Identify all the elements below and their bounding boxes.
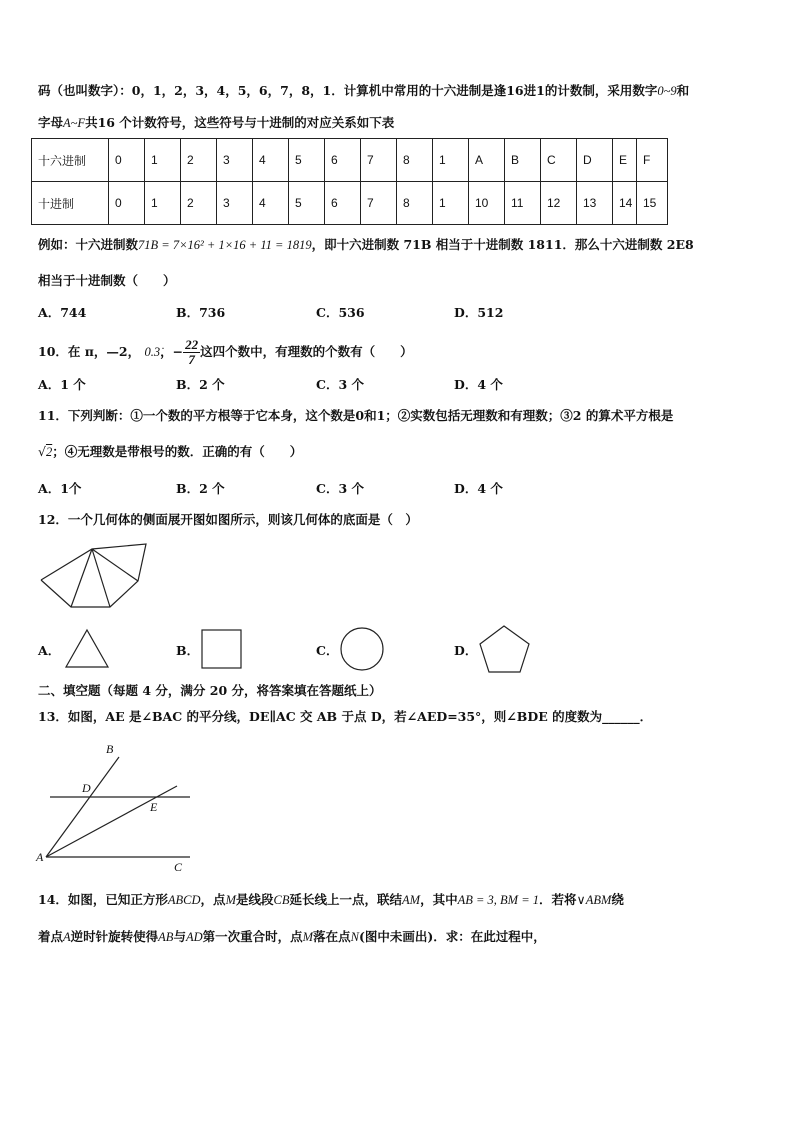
table-cell: 5 (289, 182, 325, 225)
q10-repeating-decimal: 0.3̇ (144, 345, 161, 359)
table-cell: 2 (181, 182, 217, 225)
table-cell: 1 (433, 182, 469, 225)
q14-text: 与 (173, 929, 186, 944)
q10-option-a[interactable]: A．1 个 (38, 377, 86, 392)
intro-text-1-end: 和 (676, 83, 690, 98)
q10-prefix: 10．在 π，—2， (38, 344, 141, 359)
q9-option-d[interactable]: D．512 (454, 305, 504, 320)
q10-frac-den: 7 (188, 352, 195, 367)
q14-text: ，点 (200, 892, 226, 907)
q12-option-c[interactable]: C． (316, 643, 339, 658)
q10-option-b[interactable]: B．2 个 (176, 377, 225, 392)
intro-text-1: 码（也叫数字）：0，1，2，3，4，5，6，7，8，1．计算机中常用的十六进制是逢16进1的计数制，采用数字 (38, 83, 658, 98)
table-cell: 11 (505, 182, 541, 225)
q14-text: ．若将 (539, 892, 577, 907)
table-header-hex: 十六进制 (32, 139, 109, 182)
q11-sqrt-value: 2 (45, 445, 53, 459)
q14-text: 是线段 (235, 892, 274, 907)
q14-math: ∨ABM (576, 893, 612, 907)
q11-option-b[interactable]: B．2 个 (176, 481, 225, 496)
table-cell: D (577, 139, 613, 182)
q11-option-a[interactable]: A．1个 (38, 481, 82, 496)
q10-frac-num: 22 (185, 337, 199, 352)
q11-line-1: 11．下列判断：①一个数的平方根等于它本身，这个数是0和1；②实数包括无理数和有理数；③2 的算术平方根是 (38, 408, 674, 423)
q14-math: AD (185, 930, 203, 944)
q14-text: 14．如图，已知正方形 (38, 892, 168, 907)
q14-text: (图中未画出)．求：在此过程中， (358, 929, 546, 944)
q14-text: 着点 (38, 929, 64, 944)
q14-text: ，其中 (420, 892, 458, 907)
intro-text-2a: 字母 (38, 115, 64, 130)
example-line-2: 相当于十进制数（ ） (38, 273, 176, 288)
q11-line-2-text: ；④无理数是带根号的数．正确的有（ ） (52, 444, 303, 459)
q11-option-d[interactable]: D．4 个 (454, 481, 503, 496)
q14-math: AB (158, 930, 174, 944)
table-cell: 5 (289, 139, 325, 182)
table-cell: A (469, 139, 505, 182)
q10-option-c[interactable]: C．3 个 (316, 377, 364, 392)
table-cell: 0 (109, 139, 145, 182)
q14-text: 落在点 (313, 929, 351, 944)
table-cell: 1 (145, 139, 181, 182)
table-cell: 10 (469, 182, 505, 225)
label-e: E (150, 800, 158, 814)
q14-text: 第一次重合时，点 (202, 929, 303, 944)
table-cell: 13 (577, 182, 613, 225)
q12-option-a[interactable]: A． (38, 643, 61, 658)
example-suffix: ，即十六进制数 71B 相当于十进制数 1811．那么十六进制数 2E8 (311, 237, 694, 252)
q12-stem: 12．一个几何体的侧面展开图如图所示，则该几何体的底面是（ ） (38, 512, 418, 527)
table-cell: 4 (253, 139, 289, 182)
label-d: D (82, 781, 91, 795)
q10-option-d[interactable]: D．4 个 (454, 377, 503, 392)
q14-math: M (225, 893, 236, 907)
table-cell: 3 (217, 182, 253, 225)
table-cell: F (637, 139, 668, 182)
table-cell: E (613, 139, 637, 182)
q9-option-c[interactable]: C．536 (316, 305, 365, 320)
label-c: C (174, 860, 183, 874)
q12-option-b[interactable]: B． (176, 643, 200, 658)
q9-option-b[interactable]: B．736 (176, 305, 226, 320)
table-cell: 7 (361, 182, 397, 225)
intro-math-2: A~F (63, 116, 86, 130)
q14-math: N (350, 930, 359, 944)
example-prefix: 例如：十六进制数 (38, 237, 139, 252)
q14-text: 绕 (611, 892, 624, 907)
q13-stem: 13．如图，AE 是∠BAC 的平分线，DE∥AC 交 AB 于点 D，若∠AED=35°，则∠BDE 的度数为______． (38, 709, 653, 724)
table-cell: 1 (145, 182, 181, 225)
table-cell: 12 (541, 182, 577, 225)
q14-math: AM (402, 893, 421, 907)
intro-text-2b: 共16 个计数符号，这些符号与十进制的对应关系如下表 (85, 115, 395, 130)
sqrt-icon: √ (38, 444, 46, 459)
table-cell: 8 (397, 139, 433, 182)
q14-line-1 (38, 891, 624, 909)
table-cell: 6 (325, 182, 361, 225)
example-formula: 71B = 7×16² + 1×16 + 11 = 1819 (138, 238, 312, 252)
table-header-dec: 十进制 (32, 182, 109, 225)
q10-sep: ，− (160, 344, 184, 359)
table-cell: 0 (109, 182, 145, 225)
q14-line-2 (38, 928, 546, 946)
q14-math: A (63, 930, 71, 944)
table-cell: 6 (325, 139, 361, 182)
q14-math: CB (273, 893, 290, 907)
q14-math: AB = 3, BM = 1 (457, 893, 540, 907)
table-cell: 4 (253, 182, 289, 225)
label-a: A (36, 850, 44, 864)
q14-text: 逆时针旋转使得 (70, 929, 159, 944)
table-cell: 14 (613, 182, 637, 225)
intro-math-1: 0~9 (657, 84, 677, 98)
q11-option-c[interactable]: C．3 个 (316, 481, 364, 496)
label-b: B (106, 742, 114, 756)
q14-text: 延长线上一点，联结 (289, 892, 402, 907)
table-cell: 1 (433, 139, 469, 182)
section-2-heading: 二、填空题（每题 4 分，满分 20 分，将答案填在答题纸上） (38, 683, 382, 698)
table-cell: 15 (637, 182, 668, 225)
table-cell: B (505, 139, 541, 182)
q14-math: ABCD (167, 893, 201, 907)
table-cell: 7 (361, 139, 397, 182)
q9-option-a[interactable]: A．744 (38, 305, 87, 320)
q12-option-d[interactable]: D． (454, 643, 478, 658)
q14-math: M (302, 930, 314, 944)
line-ab (46, 757, 119, 857)
q10-suffix: 这四个数中，有理数的个数有（ ） (200, 344, 413, 359)
table-cell: 8 (397, 182, 433, 225)
table-cell: 2 (181, 139, 217, 182)
table-cell: 3 (217, 139, 253, 182)
table-cell: C (541, 139, 577, 182)
